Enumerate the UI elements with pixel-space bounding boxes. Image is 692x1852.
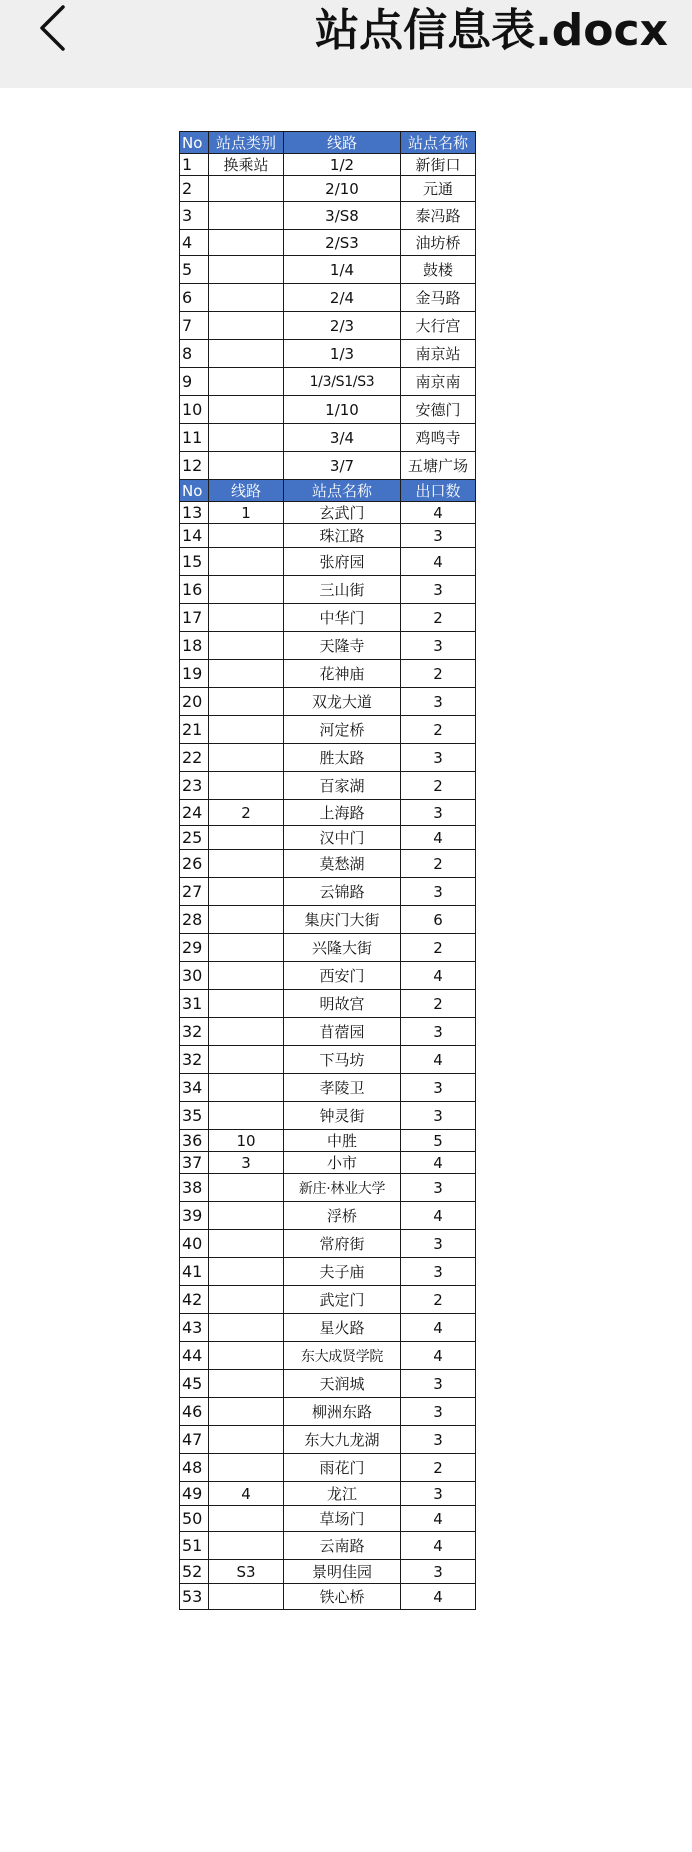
table-cell: 30 [180, 962, 209, 990]
table-cell: 32 [180, 1046, 209, 1074]
table-cell: 3/4 [284, 424, 401, 452]
table-cell [209, 632, 284, 660]
table-cell [209, 396, 284, 424]
table-cell: 37 [180, 1152, 209, 1174]
table-cell: 38 [180, 1174, 209, 1202]
table-cell [209, 744, 284, 772]
table-cell: 3 [180, 202, 209, 230]
table-row [180, 1370, 476, 1398]
table-cell: 22 [180, 744, 209, 772]
table-row [180, 256, 476, 284]
table-cell: 换乘站 [209, 154, 284, 176]
table-cell: 金马路 [401, 284, 476, 312]
table-row [180, 850, 476, 878]
table-row [180, 176, 476, 202]
top-bar [0, 0, 692, 88]
table-cell [209, 1584, 284, 1610]
table-cell: 17 [180, 604, 209, 632]
table-row [180, 632, 476, 660]
table-row [180, 502, 476, 524]
table-row [180, 284, 476, 312]
table-cell [209, 906, 284, 934]
table-cell [209, 716, 284, 744]
back-button[interactable] [24, 0, 80, 56]
table-cell: 胜太路 [284, 744, 401, 772]
chevron-left-icon [37, 4, 67, 52]
table-cell [209, 340, 284, 368]
table-cell: 16 [180, 576, 209, 604]
table-cell [209, 934, 284, 962]
table-cell: 2 [401, 604, 476, 632]
table-row [180, 744, 476, 772]
table-cell [209, 1258, 284, 1286]
table-row [180, 424, 476, 452]
table-cell: 2 [401, 1454, 476, 1482]
table-row [180, 1046, 476, 1074]
table-cell: 天润城 [284, 1370, 401, 1398]
column-header: 线路 [209, 480, 284, 502]
table-cell: 三山街 [284, 576, 401, 604]
table-cell: 油坊桥 [401, 230, 476, 256]
table-cell: 20 [180, 688, 209, 716]
table-cell: 42 [180, 1286, 209, 1314]
table-row [180, 548, 476, 576]
table-row [180, 1018, 476, 1046]
column-header: 站点名称 [284, 480, 401, 502]
table-cell: 46 [180, 1398, 209, 1426]
table-cell [209, 1506, 284, 1532]
table-cell [209, 424, 284, 452]
table-row [180, 826, 476, 850]
table-cell [209, 576, 284, 604]
table-row [180, 230, 476, 256]
table-cell: 4 [401, 548, 476, 576]
table-cell: 13 [180, 502, 209, 524]
table-cell: 鸡鸣寺 [401, 424, 476, 452]
table-cell: 东大成贤学院 [284, 1342, 401, 1370]
table-cell: 武定门 [284, 1286, 401, 1314]
table-cell: 4 [401, 502, 476, 524]
table-cell: 4 [401, 1532, 476, 1560]
table-cell: 2 [401, 660, 476, 688]
table-header-row [180, 480, 476, 502]
table-cell: 26 [180, 850, 209, 878]
table-cell: 莫愁湖 [284, 850, 401, 878]
table-cell: 43 [180, 1314, 209, 1342]
station-table [179, 131, 476, 1610]
document-title: 站点信息表.docx [315, 5, 668, 56]
table-row [180, 1584, 476, 1610]
table-cell: 3 [401, 1102, 476, 1130]
table-cell: 4 [401, 1584, 476, 1610]
table-row [180, 1130, 476, 1152]
table-row [180, 1258, 476, 1286]
table-cell: 4 [401, 826, 476, 850]
table-cell [209, 524, 284, 548]
table-cell: 2 [401, 850, 476, 878]
table-cell [209, 990, 284, 1018]
table-row [180, 660, 476, 688]
table-cell [209, 1046, 284, 1074]
table-cell: 浮桥 [284, 1202, 401, 1230]
table-cell: 4 [401, 1202, 476, 1230]
table-cell [209, 256, 284, 284]
table-row [180, 1426, 476, 1454]
table-cell [209, 1342, 284, 1370]
table-cell: 大行宫 [401, 312, 476, 340]
table-cell [209, 1314, 284, 1342]
table-cell: 雨花门 [284, 1454, 401, 1482]
table-cell: 3 [401, 1370, 476, 1398]
column-header: No [180, 132, 209, 154]
table-cell: 明故宫 [284, 990, 401, 1018]
table-cell: 3 [401, 1258, 476, 1286]
table-cell: 24 [180, 800, 209, 826]
table-cell: 夫子庙 [284, 1258, 401, 1286]
table-cell: 1/4 [284, 256, 401, 284]
table-cell: 14 [180, 524, 209, 548]
table-row [180, 1506, 476, 1532]
table-cell: 35 [180, 1102, 209, 1130]
table-cell [209, 1370, 284, 1398]
table-cell: 4 [401, 1342, 476, 1370]
table-cell: 张府园 [284, 548, 401, 576]
table-cell: 2/S3 [284, 230, 401, 256]
table-cell: 3 [401, 688, 476, 716]
table-row [180, 1152, 476, 1174]
table-row [180, 368, 476, 396]
table-cell: 中华门 [284, 604, 401, 632]
table-cell: 柳洲东路 [284, 1398, 401, 1426]
table-cell: 安德门 [401, 396, 476, 424]
table-row [180, 1560, 476, 1584]
table-cell: 4 [401, 1314, 476, 1342]
table-row [180, 878, 476, 906]
table-cell: 1/3/S1/S3 [284, 368, 401, 396]
table-cell: 兴隆大街 [284, 934, 401, 962]
table-cell: 18 [180, 632, 209, 660]
table-cell: 7 [180, 312, 209, 340]
table-row [180, 716, 476, 744]
table-cell: 元通 [401, 176, 476, 202]
table-cell: 百家湖 [284, 772, 401, 800]
column-header: No [180, 480, 209, 502]
table-cell: 3 [401, 744, 476, 772]
table-cell [209, 878, 284, 906]
table-cell: 4 [401, 962, 476, 990]
table-cell: 3 [401, 1174, 476, 1202]
table-cell: 中胜 [284, 1130, 401, 1152]
table-cell [209, 1532, 284, 1560]
table-cell: 1/10 [284, 396, 401, 424]
table-cell: 12 [180, 452, 209, 480]
table-row [180, 1230, 476, 1258]
table-cell: 3 [401, 1074, 476, 1102]
table-cell: 西安门 [284, 962, 401, 990]
table-row [180, 1202, 476, 1230]
table-row [180, 906, 476, 934]
table-cell [209, 850, 284, 878]
table-cell: 19 [180, 660, 209, 688]
table-cell: 苜蓿园 [284, 1018, 401, 1046]
table-header-row [180, 132, 476, 154]
table-row [180, 800, 476, 826]
table-cell: 8 [180, 340, 209, 368]
table-cell: 3 [401, 576, 476, 604]
table-cell: 3/7 [284, 452, 401, 480]
table-row [180, 1174, 476, 1202]
table-cell: 11 [180, 424, 209, 452]
table-cell [209, 1426, 284, 1454]
table-cell: 3/S8 [284, 202, 401, 230]
table-cell [209, 1398, 284, 1426]
table-cell [209, 1102, 284, 1130]
table-cell: 铁心桥 [284, 1584, 401, 1610]
table-cell: 泰冯路 [401, 202, 476, 230]
table-cell: 41 [180, 1258, 209, 1286]
table-cell: 31 [180, 990, 209, 1018]
table-cell [209, 1454, 284, 1482]
table-cell: 草场门 [284, 1506, 401, 1532]
table-cell: 10 [209, 1130, 284, 1152]
table-row [180, 1342, 476, 1370]
table-cell: 5 [401, 1130, 476, 1152]
table-cell: 3 [401, 1482, 476, 1506]
table-row [180, 1314, 476, 1342]
table-cell: S3 [209, 1560, 284, 1584]
table-cell: 3 [401, 1560, 476, 1584]
table-row [180, 202, 476, 230]
table-cell: 45 [180, 1370, 209, 1398]
table-cell: 23 [180, 772, 209, 800]
table-cell [209, 1202, 284, 1230]
table-cell [209, 368, 284, 396]
table-cell: 28 [180, 906, 209, 934]
table-cell: 3 [209, 1152, 284, 1174]
table-row [180, 1454, 476, 1482]
table-cell: 南京南 [401, 368, 476, 396]
table-row [180, 962, 476, 990]
table-cell: 2 [401, 772, 476, 800]
table-cell: 星火路 [284, 1314, 401, 1342]
table-cell: 花神庙 [284, 660, 401, 688]
table-cell: 河定桥 [284, 716, 401, 744]
table-cell [209, 202, 284, 230]
table-row [180, 576, 476, 604]
table-cell: 25 [180, 826, 209, 850]
table-cell: 3 [401, 800, 476, 826]
table-row [180, 312, 476, 340]
table-cell: 47 [180, 1426, 209, 1454]
table-cell: 3 [401, 524, 476, 548]
table-cell: 3 [401, 1018, 476, 1046]
table-cell: 双龙大道 [284, 688, 401, 716]
table-cell: 新街口 [401, 154, 476, 176]
table-row [180, 396, 476, 424]
table-cell: 3 [401, 1426, 476, 1454]
table-cell [209, 688, 284, 716]
table-row [180, 688, 476, 716]
table-cell [209, 452, 284, 480]
table-cell: 孝陵卫 [284, 1074, 401, 1102]
table-cell [209, 1018, 284, 1046]
table-cell: 52 [180, 1560, 209, 1584]
table-row [180, 524, 476, 548]
table-cell: 4 [401, 1152, 476, 1174]
table-cell: 2/4 [284, 284, 401, 312]
table-cell: 集庆门大街 [284, 906, 401, 934]
table-cell: 汉中门 [284, 826, 401, 850]
table-cell [209, 230, 284, 256]
table-cell: 2 [401, 1286, 476, 1314]
table-cell [209, 312, 284, 340]
table-cell: 2 [209, 800, 284, 826]
table-row [180, 154, 476, 176]
table-cell: 6 [180, 284, 209, 312]
table-row [180, 1482, 476, 1506]
table-cell: 下马坊 [284, 1046, 401, 1074]
table-cell: 3 [401, 1230, 476, 1258]
table-row [180, 1286, 476, 1314]
table-cell: 4 [401, 1506, 476, 1532]
table-cell: 5 [180, 256, 209, 284]
table-cell [209, 660, 284, 688]
table-cell: 钟灵街 [284, 1102, 401, 1130]
table-cell: 1 [180, 154, 209, 176]
table-cell [209, 548, 284, 576]
table-cell [209, 1074, 284, 1102]
table-row [180, 1532, 476, 1560]
table-cell: 小市 [284, 1152, 401, 1174]
table-cell: 15 [180, 548, 209, 576]
table-cell: 东大九龙湖 [284, 1426, 401, 1454]
table-cell: 1 [209, 502, 284, 524]
table-cell: 49 [180, 1482, 209, 1506]
table-cell: 34 [180, 1074, 209, 1102]
table-cell [209, 176, 284, 202]
table-cell [209, 604, 284, 632]
table-row [180, 604, 476, 632]
column-header: 站点名称 [401, 132, 476, 154]
table-cell [209, 284, 284, 312]
table-cell [209, 772, 284, 800]
table-cell: 玄武门 [284, 502, 401, 524]
table-row [180, 1398, 476, 1426]
table-cell: 2/3 [284, 312, 401, 340]
table-cell: 常府街 [284, 1230, 401, 1258]
table-cell: 天隆寺 [284, 632, 401, 660]
table-cell: 4 [209, 1482, 284, 1506]
table-cell: 29 [180, 934, 209, 962]
table-row [180, 934, 476, 962]
table-cell: 48 [180, 1454, 209, 1482]
table-cell: 新庄·林业大学 [284, 1174, 401, 1202]
table-cell [209, 1230, 284, 1258]
table-cell: 南京站 [401, 340, 476, 368]
table-row [180, 1102, 476, 1130]
table-cell [209, 1174, 284, 1202]
table-cell: 3 [401, 878, 476, 906]
table-cell [209, 826, 284, 850]
table-cell: 39 [180, 1202, 209, 1230]
table-cell: 2 [401, 990, 476, 1018]
table-cell: 9 [180, 368, 209, 396]
table-row [180, 340, 476, 368]
table-cell: 景明佳园 [284, 1560, 401, 1584]
table-cell: 3 [401, 632, 476, 660]
table-cell: 云南路 [284, 1532, 401, 1560]
table-cell: 50 [180, 1506, 209, 1532]
table-row [180, 772, 476, 800]
table-cell: 6 [401, 906, 476, 934]
table-row [180, 990, 476, 1018]
table-cell: 龙江 [284, 1482, 401, 1506]
document-page [179, 131, 475, 1610]
table-cell: 五塘广场 [401, 452, 476, 480]
table-cell: 鼓楼 [401, 256, 476, 284]
column-header: 出口数 [401, 480, 476, 502]
table-cell: 27 [180, 878, 209, 906]
table-cell: 32 [180, 1018, 209, 1046]
column-header: 线路 [284, 132, 401, 154]
table-cell: 4 [401, 1046, 476, 1074]
table-cell: 10 [180, 396, 209, 424]
table-row [180, 1074, 476, 1102]
table-row [180, 452, 476, 480]
table-cell: 上海路 [284, 800, 401, 826]
table-cell: 3 [401, 1398, 476, 1426]
column-header: 站点类别 [209, 132, 284, 154]
table-cell: 2 [401, 934, 476, 962]
table-cell: 40 [180, 1230, 209, 1258]
table-cell: 4 [180, 230, 209, 256]
table-cell: 36 [180, 1130, 209, 1152]
table-cell [209, 962, 284, 990]
table-cell: 云锦路 [284, 878, 401, 906]
table-cell: 2 [180, 176, 209, 202]
table-cell: 53 [180, 1584, 209, 1610]
table-cell: 21 [180, 716, 209, 744]
table-cell [209, 1286, 284, 1314]
table-cell: 珠江路 [284, 524, 401, 548]
table-cell: 2 [401, 716, 476, 744]
table-cell: 44 [180, 1342, 209, 1370]
table-cell: 1/2 [284, 154, 401, 176]
table-cell: 2/10 [284, 176, 401, 202]
table-cell: 51 [180, 1532, 209, 1560]
table-cell: 1/3 [284, 340, 401, 368]
